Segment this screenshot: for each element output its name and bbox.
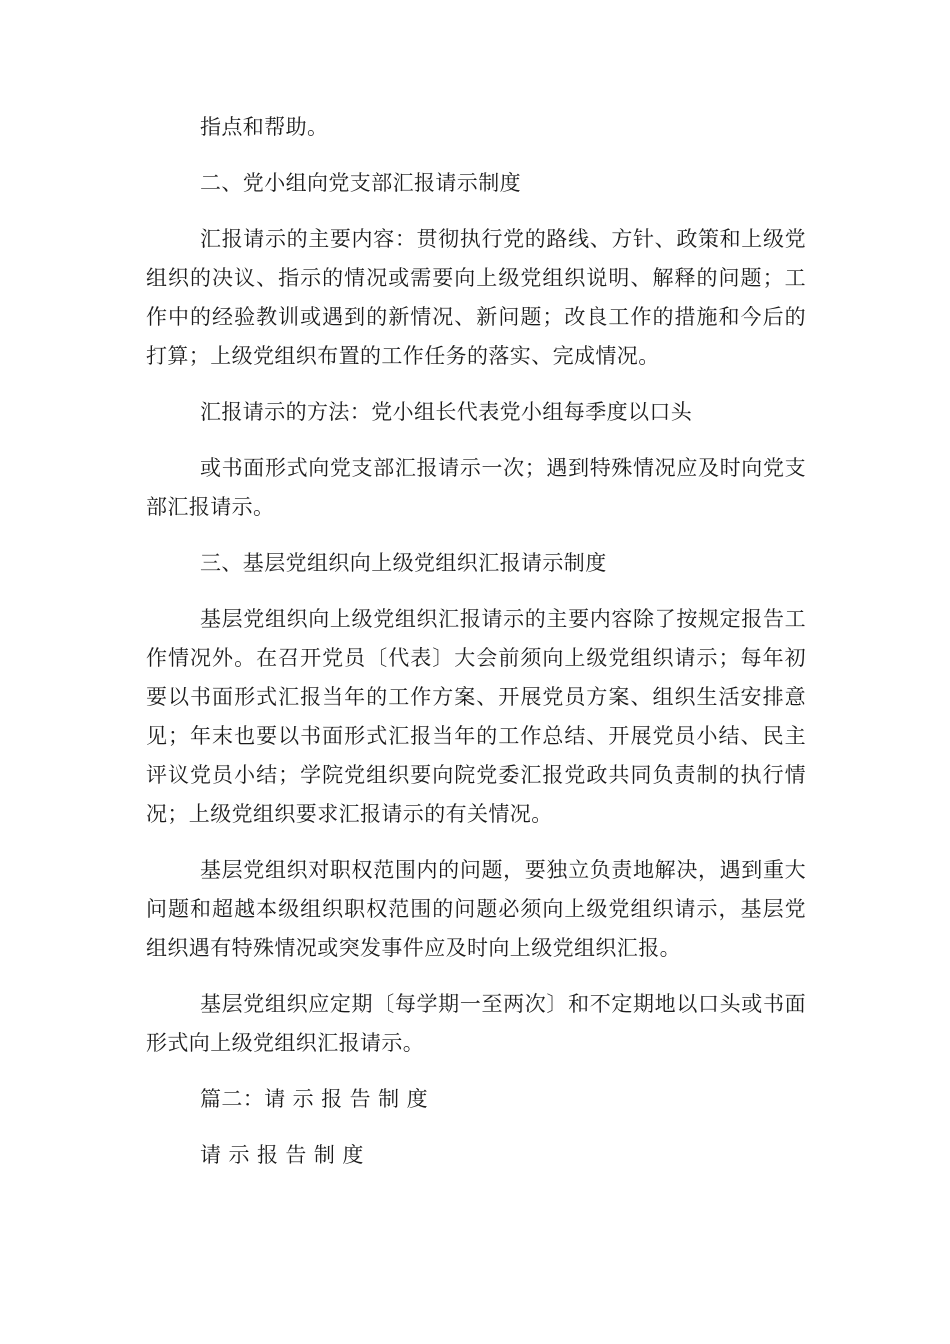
section-heading-2: 二、党小组向党支部汇报请示制度 <box>200 171 521 195</box>
document-page <box>146 108 806 1175</box>
section-heading-3: 三、基层党组织向上级党组织汇报请示制度 <box>200 551 607 575</box>
paragraph-report-content: 汇报请示的主要内容：贯彻执行党的路线、方针、政策和上级党组织的决议、指示的情况或需要向上级党组织说明、解释的问题；工作中的经验教训或遇到的新情况、新问题；改良工作的措施和今后的打算；上级党组织布置的工作任务的落实、完成情况。 <box>146 227 806 368</box>
paragraph-grassroots-periodic: 基层党组织应定期〔每学期一至两次〕和不定期地以口头或书面形式向上级党组织汇报请示。 <box>146 992 806 1055</box>
paragraph-guidance: 指点和帮助。 <box>200 115 329 139</box>
paragraph-grassroots-content: 基层党组织向上级党组织汇报请示的主要内容除了按规定报告工作情况外。在召开党员〔代表〕大会前须向上级党组织请示；每年初要以书面形式汇报当年的工作方案、开展党员方案、组织生活安排意见；年末也要以书面形式汇报当年的工作总结、开展党员小结、民主评议党员小结；学院党组织要向院党委汇报党政共同负责制的执行情况；上级党组织要求汇报请示的有关情况。 <box>146 607 806 826</box>
paragraph-grassroots-authority: 基层党组织对职权范围内的问题，要独立负责地解决，遇到重大问题和超越本级组织职权范围的问题必须向上级党组织请示，基层党组织遇有特殊情况或突发事件应及时向上级党组织汇报。 <box>146 858 806 960</box>
paragraph-report-frequency: 或书面形式向党支部汇报请示一次；遇到特殊情况应及时向党支部汇报请示。 <box>146 456 806 519</box>
part-two-title: 请 示 报 告 制 度 <box>200 1143 364 1167</box>
part-two-heading: 篇二：请 示 报 告 制 度 <box>200 1087 428 1111</box>
paragraph-report-method: 汇报请示的方法：党小组长代表党小组每季度以口头 <box>200 400 693 424</box>
